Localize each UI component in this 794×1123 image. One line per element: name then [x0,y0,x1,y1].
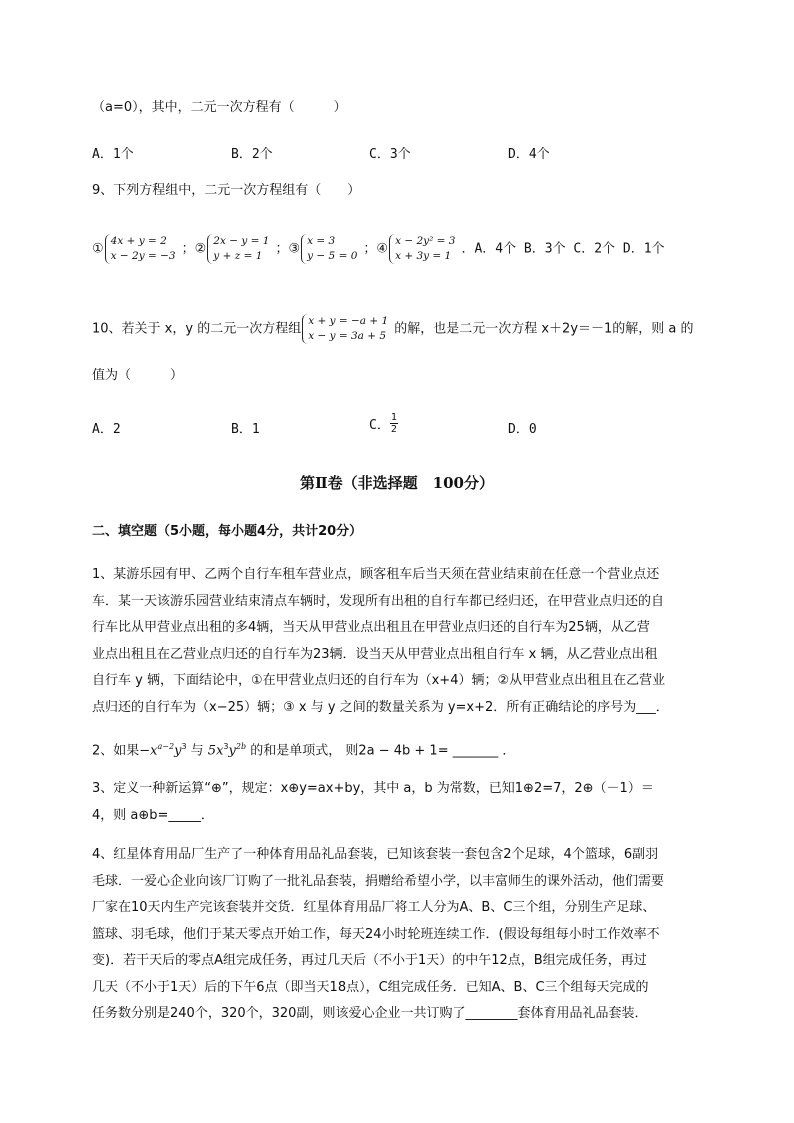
q8-tail: （a=0），其中，二元一次方程有（ ） [92,100,347,115]
fill-question-2: 2、如果$-x^{a-2}y^3$ 与 $5x^3y^{2b}$ 的和是单项式， 则2a − 4b + 1= _______ ． [92,742,516,759]
q9-system-1: 4x + y = 2 x − 2y = −3 [105,234,179,264]
q10-option-c-fraction: $\frac{1}{2}$ [390,412,397,435]
section-title: 第Ⅱ卷（非选择题 100分） [300,474,494,492]
q8-option-d: D．4个 [508,147,550,162]
fill-question-1: 1、某游乐园有甲、乙两个自行车租车营业点，顾客租车后当天须在营业结束前在任意一个营业点还 车．某一天该游乐园营业结束清点车辆时，发现所有出租的自行车都已经归还，在甲营业点归还的自 行车比从甲营业点出租的多4辆，当天从甲营业点出租且在甲营业点归还的自行车为25辆，从乙营 业点出租且在乙营业点归还的自行车为23辆．设当天从甲营业点出租自行车 x 辆，从乙营业点出租 自行车 y 辆，下面结论中，①在甲营业点归还的自行车为（x+4）辆；②从甲营业点出租且在乙营业 点归还的自行车为（x−25）辆；③ x 与 y 之间的数量关系为 y=x+2．所有正确结论的序号为___． [92,567,669,715]
q9-mark-2: ② [194,241,207,257]
fill-question-4: 4、红星体育用品厂生产了一种体育用品礼品套装，已知该套装一套包含2个足球，4个篮球，6副羽 毛球．一爱心企业向该厂订购了一批礼品套装，捐赠给希望小学，以丰富师生的课外活动，他们需要 厂家在10天内生产完该套装并交货．红星体育用品厂将工人分为A、B、C三个组，分别生产足球、 篮球、羽毛球，他们于某天零点开始工作，每天24小时轮班连续工作．(假设每组每小时工作效率不 变)．若干天后的零点A组完成任务，再过几天后（不小于1天）的中午12点，B组完成任务，再过 几天（不小于1天）后的下午6点（即当天18点），C组完成任务．已知A、B、C三个组每天完成的 任务数分别是240个，320个，320副，则该爱心企业一共订购了________套体育用品礼品套装． [92,847,665,1021]
q9-mark-1: ① [92,241,104,257]
q9-options: ．A．4个 B．3个 C．2个 D．1个 [461,241,665,257]
q10-option-b: B．1 [231,422,260,437]
fill-question-3: 3、定义一种新运算“⊕”，规定：x⊕y=ax+by，其中 a，b 为常数，已知1⊕2=7，2⊕（－1）＝ 4，则 a⊕b=_____． [92,781,654,823]
q10-line2: 值为（ ） [92,368,184,383]
q9-mark-4: ④ [376,241,389,257]
q10-system: x + y = −a + 1 x − y = 3a + 5 [302,314,391,344]
q8-option-c: C．3个 [369,147,411,162]
q8-option-a: A．1个 [92,147,134,162]
q8-option-b: B．2个 [231,147,273,162]
q9-stem: 9、下列方程组中，二元一次方程组有（ ） [92,183,361,198]
q9-system-2: 2x − y = 1 y + z = 1 [207,234,272,264]
q9-system-3: x = 3 y − 5 = 0 [301,234,360,264]
q10-option-a: A．2 [92,422,121,437]
part2-heading: 二、填空题（5小题，每小题4分，共计20分） [92,524,363,539]
q10-stem: 10、若关于 x，y 的二元一次方程组 x + y = −a + 1 x − y = 3a + 5 的解，也是二元一次方程 x＋2y＝－1的解，则 a 的 [92,315,694,342]
q9-systems-row: ① 4x + y = 2 x − 2y = −3 ；② 2x − y = 1 y + z = 1 ；③ x = 3 y − 5 = 0 ；④ x − 2y² = 3 x + 3y = 1 ．A．4个 B．3个 C．2个 D．1个 [92,235,665,262]
q10-option-d: D．0 [508,422,537,437]
q9-mark-3: ③ [288,241,301,257]
q9-system-4: x − 2y² = 3 x + 3y = 1 [389,234,458,264]
q10-option-c: C． $\frac{1}{2}$ [369,412,397,435]
